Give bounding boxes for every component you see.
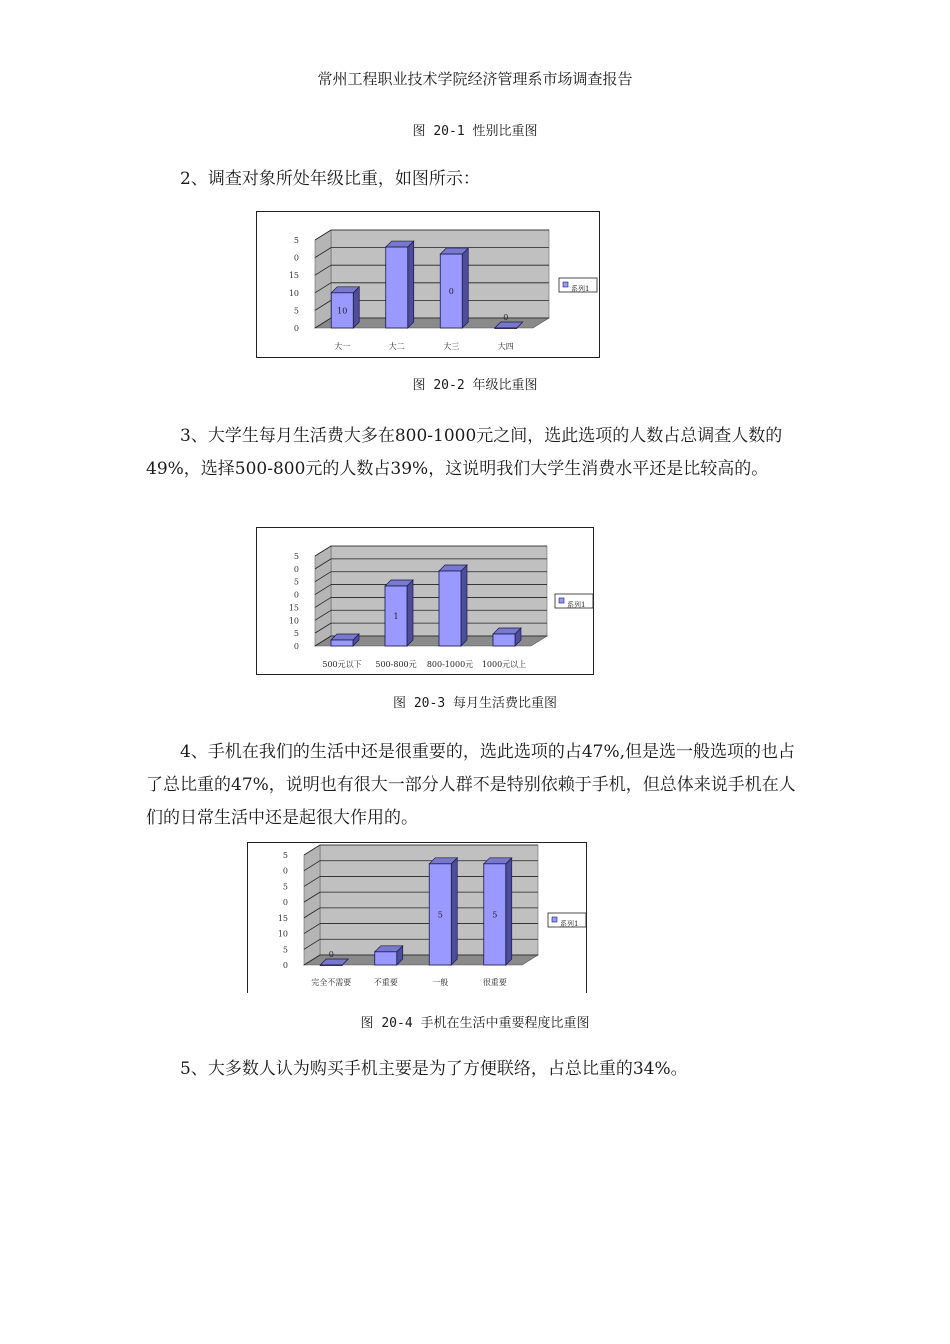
chart-side-wall [315, 230, 331, 328]
bar-data-label: 5 [492, 910, 498, 920]
y-tick-label: 15 [277, 913, 288, 923]
paragraph-5: 5、大多数人认为购买手机主要是为了方便联络，占总比重的34%。 [180, 1059, 688, 1079]
x-category-label: 完全不需要 [311, 978, 352, 987]
bar-data-label: 5 [437, 910, 443, 920]
legend-swatch [552, 917, 557, 922]
y-tick-label: 0 [293, 324, 299, 333]
y-tick-label: 10 [288, 616, 299, 626]
phone-importance-chart [247, 842, 587, 993]
bar [495, 328, 517, 329]
y-tick-label: 15 [288, 603, 299, 613]
grade-chart-svg [257, 212, 599, 357]
y-tick-label: 0 [293, 642, 299, 651]
bar-side [353, 287, 359, 328]
y-tick-label: 0 [282, 866, 288, 876]
figure-caption-20-2: 图 20-2 年级比重图 [412, 378, 538, 393]
legend-label: 系列1 [567, 601, 586, 609]
y-tick-label: 5 [293, 552, 299, 561]
bar-data-label: 0 [503, 313, 509, 322]
bar [493, 634, 515, 646]
x-category-label: 1000元以上 [481, 660, 527, 669]
y-tick-label: 5 [282, 945, 288, 955]
bar [386, 247, 408, 328]
x-category-label: 500-800元 [375, 660, 417, 669]
y-tick-label: 5 [293, 236, 299, 245]
bar [320, 965, 342, 966]
grade-chart [256, 211, 600, 358]
bar-data-label: 0 [328, 950, 334, 959]
paragraph-2: 2、调查对象所处年级比重，如图所示： [180, 169, 480, 189]
y-tick-label: 5 [282, 882, 288, 892]
y-tick-label: 0 [282, 961, 288, 970]
bar-data-label: 1 [393, 612, 399, 621]
y-tick-label: 15 [288, 271, 299, 281]
x-category-label: 一般 [432, 978, 449, 987]
y-tick-label: 5 [282, 851, 288, 860]
figure-caption-20-1: 图 20-1 性别比重图 [412, 124, 538, 139]
bar-side [461, 565, 467, 646]
paragraph-3: 3、大学生每月生活费大多在800-1000元之间，选此选项的人数占总调查人数的49%，选择500-800元的人数占39%，这说明我们大学生消费水平还是比较高的。 [146, 426, 783, 479]
x-category-label: 大二 [388, 342, 405, 351]
bar [331, 640, 353, 646]
bar-side [408, 241, 414, 328]
y-tick-label: 0 [293, 590, 299, 600]
phone-importance-chart-svg [248, 843, 586, 993]
bar-side [407, 580, 413, 646]
page-header: 常州工程职业技术学院经济管理系市场调查报告 [317, 70, 633, 88]
bar [439, 571, 461, 646]
legend-swatch [563, 282, 568, 287]
x-category-label: 500元以下 [322, 660, 362, 669]
x-category-label: 大一 [334, 342, 351, 351]
y-tick-label: 0 [282, 898, 288, 908]
bar-data-label: 10 [337, 306, 348, 316]
x-category-label: 800-1000元 [426, 660, 474, 669]
y-tick-label: 0 [293, 564, 299, 574]
bar-side [451, 858, 457, 965]
y-tick-label: 0 [293, 253, 299, 263]
bar-data-label: 0 [448, 287, 454, 297]
legend-label: 系列1 [560, 920, 579, 928]
legend-swatch [559, 598, 564, 603]
paragraph-4: 4、手机在我们的生活中还是很重要的，选此选项的占47%,但是选一般选项的也占了总比重的47%，说明也有很大一部分人群不是特别依赖于手机，但总体来说手机在人们的日常生活中还是起很大作用的。 [146, 742, 796, 828]
x-category-label: 大三 [443, 342, 460, 351]
y-tick-label: 5 [293, 629, 299, 639]
chart-side-wall [304, 845, 320, 965]
bar [375, 952, 397, 965]
legend-label: 系列1 [571, 285, 590, 293]
figure-caption-20-3: 图 20-3 每月生活费比重图 [393, 696, 557, 711]
x-category-label: 大四 [497, 342, 514, 351]
living-cost-chart [256, 527, 594, 675]
chart-side-wall [315, 546, 331, 646]
y-tick-label: 5 [293, 577, 299, 587]
bar-side [462, 248, 468, 328]
bar-side [506, 858, 512, 965]
y-tick-label: 10 [277, 929, 288, 939]
x-category-label: 很重要 [482, 978, 507, 987]
figure-caption-20-4: 图 20-4 手机在生活中重要程度比重图 [360, 1016, 590, 1031]
y-tick-label: 5 [293, 306, 299, 316]
living-cost-chart-svg [257, 528, 593, 674]
x-category-label: 不重要 [373, 978, 398, 987]
y-tick-label: 10 [288, 288, 299, 298]
